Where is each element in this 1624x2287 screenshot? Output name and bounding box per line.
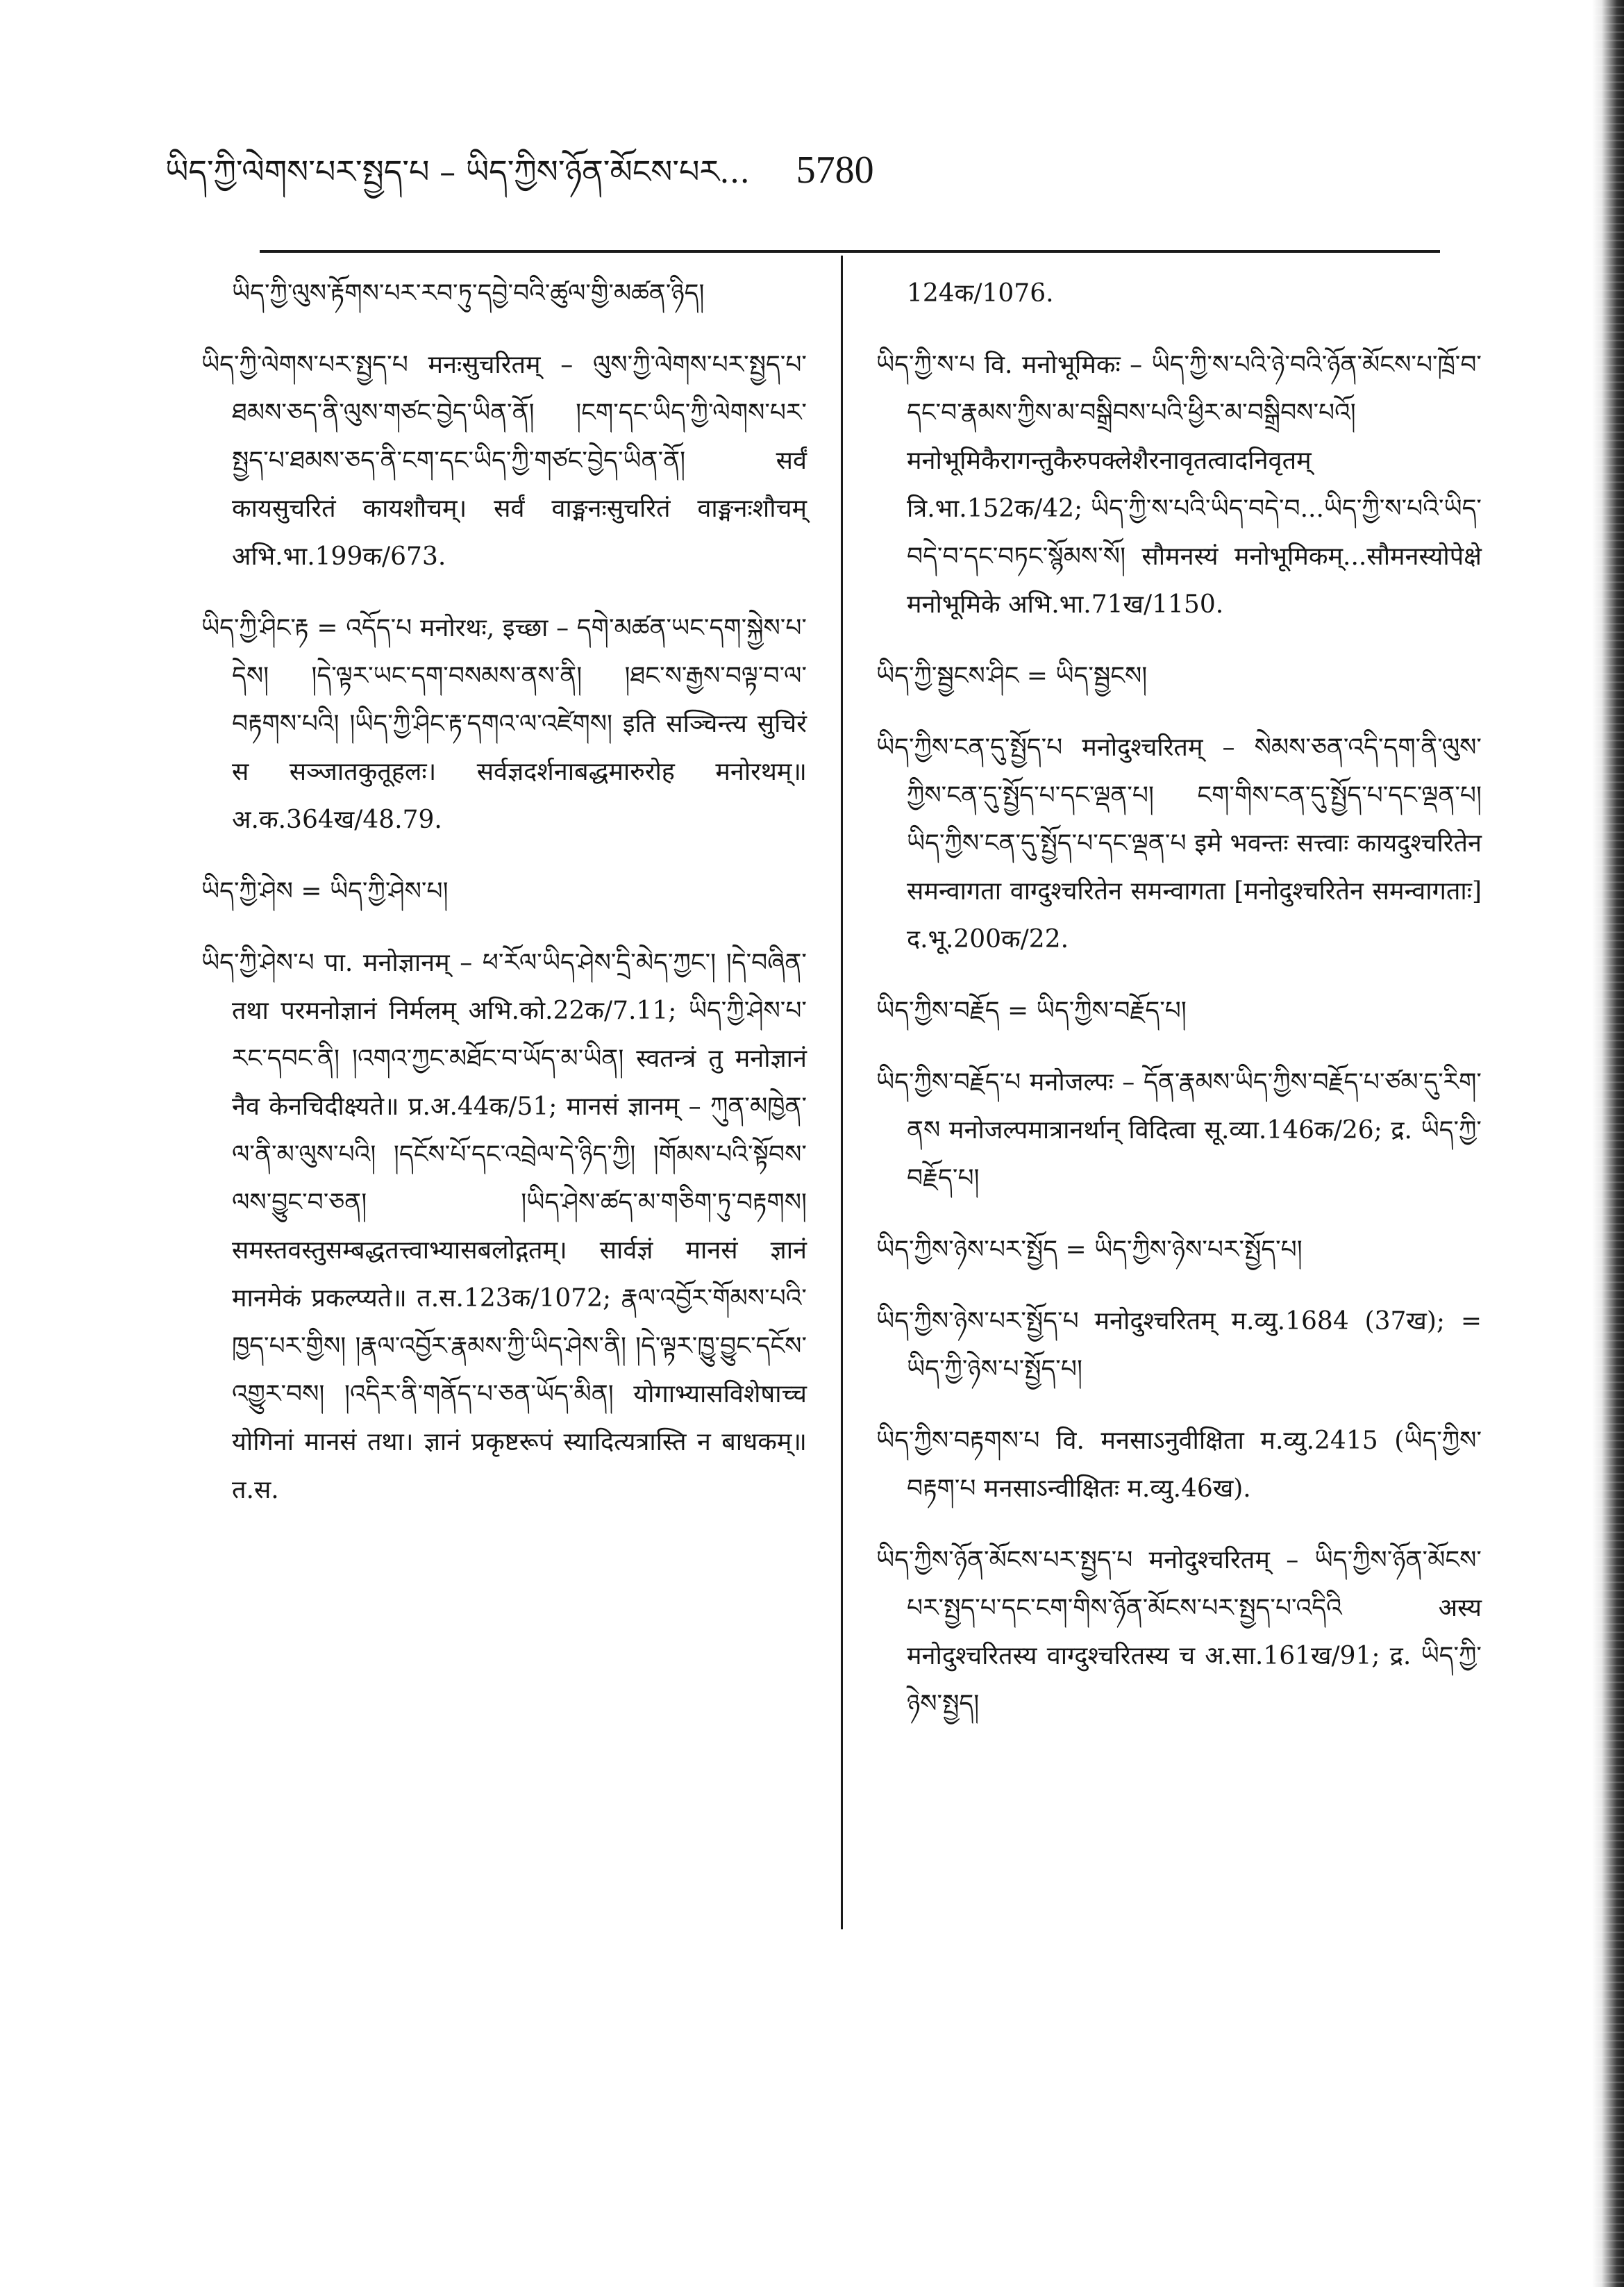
dictionary-entry: ཡིད་ཀྱི་ཤེས་པ पा. मनोज्ञानम् – ཕ་རོལ་ཡིད་ཤེས་དྲི་མེད་ཀྱང་། །དེ་བཞིན་ तथा परमनोज्ञानं निर्मलम् अभि.को.22क/7.11; ཡིད་ཀྱི་ཤེས་པ་རང་དབང་ནི། །འགའ་ཀྱང་མཐོང་བ་ཡོད་མ་ཡིན། स्वतन्त्रं तु मनोज्ञानं नैव केनचिदीक्ष्यते॥ प्र.अ.44क/51; मानसं ज्ञानम् – ཀུན་མཁྱེན་ལ་ནི་མ་ལུས་པའི། །དངོས་པོ་དང་འབྲེལ་དེ་ཉིད་ཀྱི། །གོམས་པའི་སྟོབས་ལས་བྱུང་བ་ཅན། །ཡིད་ཤེས་ཚད་མ་གཅིག་ཏུ་བརྟགས། समस्तवस्तुसम्बद्धतत्त्वाभ्यासबलोद्गतम्। सार्वज्ञं मानसं ज्ञानं मानमेकं प्रकल्प्यते॥ त.स.123क/1072; རྣལ་འབྱོར་གོམས་པའི་ཁྱད་པར་གྱིས། །རྣལ་འབྱོར་རྣམས་ཀྱི་ཡིད་ཤེས་ནི། །དེ་ལྟར་ཁྱུ་བྱུང་དངོས་འགྱུར་བས། །འདིར་ནི་གནོད་པ་ཅན་ཡོད་མིན། योगाभ्यासविशेषाच्च योगिनां मानसं तथा। ज्ञानं प्रकृष्टरूपं स्यादित्यत्रास्ति न बाधकम्॥ त.स. xyxy=(201,949,807,1504)
dictionary-entry: ཡིད་ཀྱིས་ཉེས་པར་སྤྱོད = ཡིད་ཀྱིས་ཉེས་པར་སྤྱོད་པ། xyxy=(876,1236,1303,1264)
dictionary-entry: ཡིད་ཀྱིས་ཉེས་པར་སྤྱོད་པ मनोदुश्चरितम् म.व्यु.1684 (37ख); = ཡིད་ཀྱི་ཉེས་པ་སྤྱོད་པ། xyxy=(876,1307,1482,1383)
dictionary-entry: ཡིད་ཀྱིས་བརྗོད = ཡིད་ཀྱིས་བརྗོད་པ། xyxy=(876,997,1187,1025)
page-number: 5780 xyxy=(796,149,874,192)
header-rule xyxy=(260,250,1440,253)
dictionary-entry: 124क/1076. xyxy=(907,279,1054,308)
right-column xyxy=(876,269,1482,1752)
dictionary-entry: ཡིད་ཀྱིས་ངན་དུ་སྤྱོད་པ मनोदुश्चरितम् – སེམས་ཅན་འདི་དག་ནི་ལུས་ཀྱིས་ངན་དུ་སྤྱོད་པ་དང་ལྡན་པ། ངག་གིས་ངན་དུ་སྤྱོད་པ་དང་ལྡན་པ། ཡིད་ཀྱིས་ངན་དུ་སྤྱོད་པ་དང་ལྡན་པ इमे भवन्तः सत्त्वाः कायदुश्चरितेन समन्वागता वाग्दुश्चरितेन समन्वागता [मनोदुश्चरितेन समन्वागताः] द.भू.200क/22. xyxy=(876,733,1482,954)
column-divider xyxy=(841,256,843,1929)
running-head xyxy=(165,146,1068,196)
left-column xyxy=(201,269,807,1538)
dictionary-entry: ཡིད་ཀྱི་ལུས་རྟོགས་པར་རབ་ཏུ་དབྱེ་བའི་ཚུལ་གྱི་མཚན་ཉིད། xyxy=(232,279,705,308)
dictionary-entry: ཡིད་ཀྱིས་བརྗོད་པ मनोजल्पः – དོན་རྣམས་ཡིད་ཀྱིས་བརྗོད་པ་ཙམ་དུ་རིག་ནས मनोजल्पमात्रानर्थान् विदित्वा सू.व्या.146क/26; द्र. ཡིད་ཀྱི་བརྗོད་པ། xyxy=(876,1068,1482,1192)
dictionary-entry: ཡིད་ཀྱིས་བརྟགས་པ वि. मनसाऽनुवीक्षिता म.व्यु.2415 (ཡིད་ཀྱིས་བརྟག་པ मनसाऽन्वीक्षितः म.व्यु.46ख). xyxy=(876,1427,1482,1503)
dictionary-entry: ཡིད་ཀྱིས་ཉོན་མོངས་པར་སྤྱད་པ मनोदुश्चरितम् – ཡིད་ཀྱིས་ཉོན་མོངས་པར་སྤྱད་པ་དང་ངག་གིས་ཉོན་མོངས་པར་སྤྱད་པ་འདིའི अस्य मनोदुश्चरितस्य वाग्दुश्चरितस्य च अ.सा.161ख/91; द्र. ཡིད་ཀྱི་ཉེས་སྤྱད། xyxy=(876,1546,1482,1718)
guide-words: ཡིད་ཀྱི་ལེགས་པར་སྤྱད་པ – ཡིད་ཀྱིས་ཉོན་མོངས་པར... xyxy=(165,153,751,190)
dictionary-entry: ཡིད་ཀྱི་ས་པ वि. मनोभूमिकः – ཡིད་ཀྱི་ས་པའི་ཉེ་བའི་ཉོན་མོངས་པ་ཁྲོ་བ་དང་བ་རྣམས་ཀྱིས་མ་བསྒྲིབས་པའི་ཕྱིར་མ་བསྒྲིབས་པའོ། मनोभूमिकैरागन्तुकैरुपक्लेशैरनावृतत्वादनिवृतम् त्रि.भा.152क/42; ཡིད་ཀྱི་ས་པའི་ཡིད་བདེ་བ...ཡིད་ཀྱི་ས་པའི་ཡིད་བདེ་བ་དང་བཏང་སྙོམས་སོ། सौमनस्यं मनोभूमिकम्...सौमनस्योपेक्षे मनोभूमिके अभि.भा.71ख/1150. xyxy=(876,351,1482,619)
scan-binding-edge xyxy=(1592,0,1624,2287)
dictionary-entry: ཡིད་ཀྱི་སྦྱངས་ཤིང = ཡིད་སྦྱངས། xyxy=(876,662,1148,690)
dictionary-entry: ཡིད་ཀྱི་ལེགས་པར་སྤྱད་པ मनःसुचरितम् – ལུས་ཀྱི་ལེགས་པར་སྤྱད་པ་ཐམས་ཅད་ནི་ལུས་གཙང་བྱེད་ཡིན་ནོ། །ངག་དང་ཡིད་ཀྱི་ལེགས་པར་སྤྱད་པ་ཐམས་ཅད་ནི་ངག་དང་ཡིད་ཀྱི་གཙང་བྱེད་ཡིན་ནོ། सर्वं कायसुचरितं कायशौचम्। सर्वं वाङ्मनःसुचरितं वाङ्मनःशौचम् अभि.भा.199क/673. xyxy=(201,351,807,571)
dictionary-entry: ཡིད་ཀྱི་ཤེས = ཡིད་ཀྱི་ཤེས་པ། xyxy=(201,877,449,906)
dictionary-entry: ཡིད་ཀྱི་ཤིང་རྟ = འདོད་པ मनोरथः, इच्छा – དགེ་མཚན་ཡང་དག་སྐྱེས་པ་དེས། །དེ་ལྟར་ཡང་དག་བསམས་ནས་ནི། །ཐང་ས་རྒྱས་བལྟ་བ་ལ་བརྟགས་པའི། །ཡིད་ཀྱི་ཤིང་རྟ་དགའ་ལ་འཛེགས། इति सञ्चिन्त्य सुचिरं स सञ्जातकुतूहलः। सर्वज्ञदर्शनाबद्धमारुरोह मनोरथम्॥ अ.क.364ख/48.79. xyxy=(201,614,807,834)
